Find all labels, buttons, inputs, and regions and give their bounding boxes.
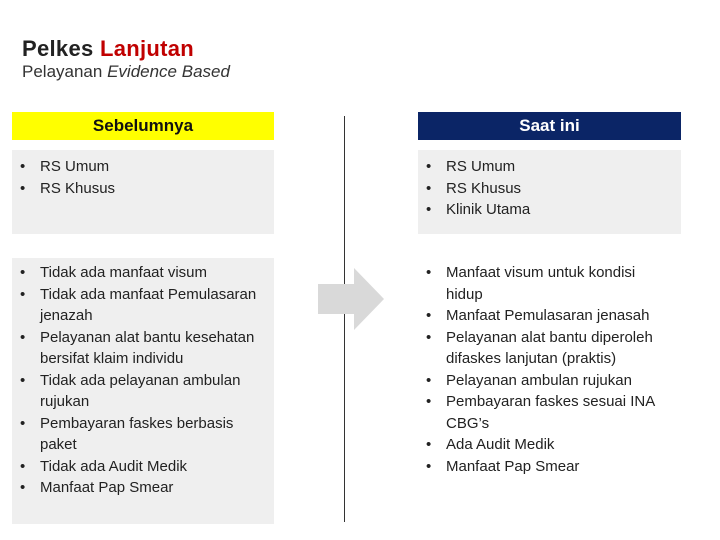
now-facilities-panel bbox=[418, 150, 681, 234]
list-item: • Manfaat Pemulasaran jenasah bbox=[424, 305, 675, 327]
list-item: • RS Umum bbox=[18, 156, 268, 178]
list-item: • Pelayanan ambulan rujukan bbox=[424, 370, 675, 392]
list-item: • Tidak ada Audit Medik bbox=[18, 456, 268, 478]
list-item: • RS Khusus bbox=[18, 178, 268, 200]
before-facilities-panel bbox=[12, 150, 274, 234]
subtitle-emphasis: Evidence Based bbox=[107, 62, 230, 81]
list-item: • Pelayanan alat bantu diperoleh difaskes lanjutan (praktis) bbox=[424, 327, 675, 370]
list-item: • Tidak ada pelayanan ambulan rujukan bbox=[18, 370, 268, 413]
right-arrow-icon bbox=[318, 268, 384, 330]
subtitle-prefix: Pelayanan bbox=[22, 62, 103, 81]
list-item: • RS Umum bbox=[424, 156, 675, 178]
list-item: • RS Khusus bbox=[424, 178, 675, 200]
before-services-panel bbox=[12, 258, 274, 524]
title-accent: Lanjutan bbox=[99, 36, 195, 61]
list-item: • Klinik Utama bbox=[424, 199, 675, 221]
page-subtitle bbox=[22, 62, 230, 82]
page-title bbox=[22, 36, 194, 62]
header-before: Sebelumnya bbox=[12, 112, 274, 140]
list-item: • Ada Audit Medik bbox=[424, 434, 675, 456]
list-item: • Manfaat visum untuk kondisi hidup bbox=[424, 262, 675, 305]
list-item: • Pembayaran faskes berbasis paket bbox=[18, 413, 268, 456]
list-item: • Manfaat Pap Smear bbox=[424, 456, 675, 478]
title-main: Pelkes bbox=[22, 36, 94, 61]
list-item: • Tidak ada manfaat Pemulasaran jenazah bbox=[18, 284, 268, 327]
list-item: • Pembayaran faskes sesuai INA CBG’s bbox=[424, 391, 675, 434]
header-now: Saat ini bbox=[418, 112, 681, 140]
list-item: • Pelayanan alat bantu kesehatan bersifat klaim individu bbox=[18, 327, 268, 370]
list-item: • Manfaat Pap Smear bbox=[18, 477, 268, 499]
now-services-panel bbox=[418, 258, 681, 498]
list-item: • Tidak ada manfaat visum bbox=[18, 262, 268, 284]
